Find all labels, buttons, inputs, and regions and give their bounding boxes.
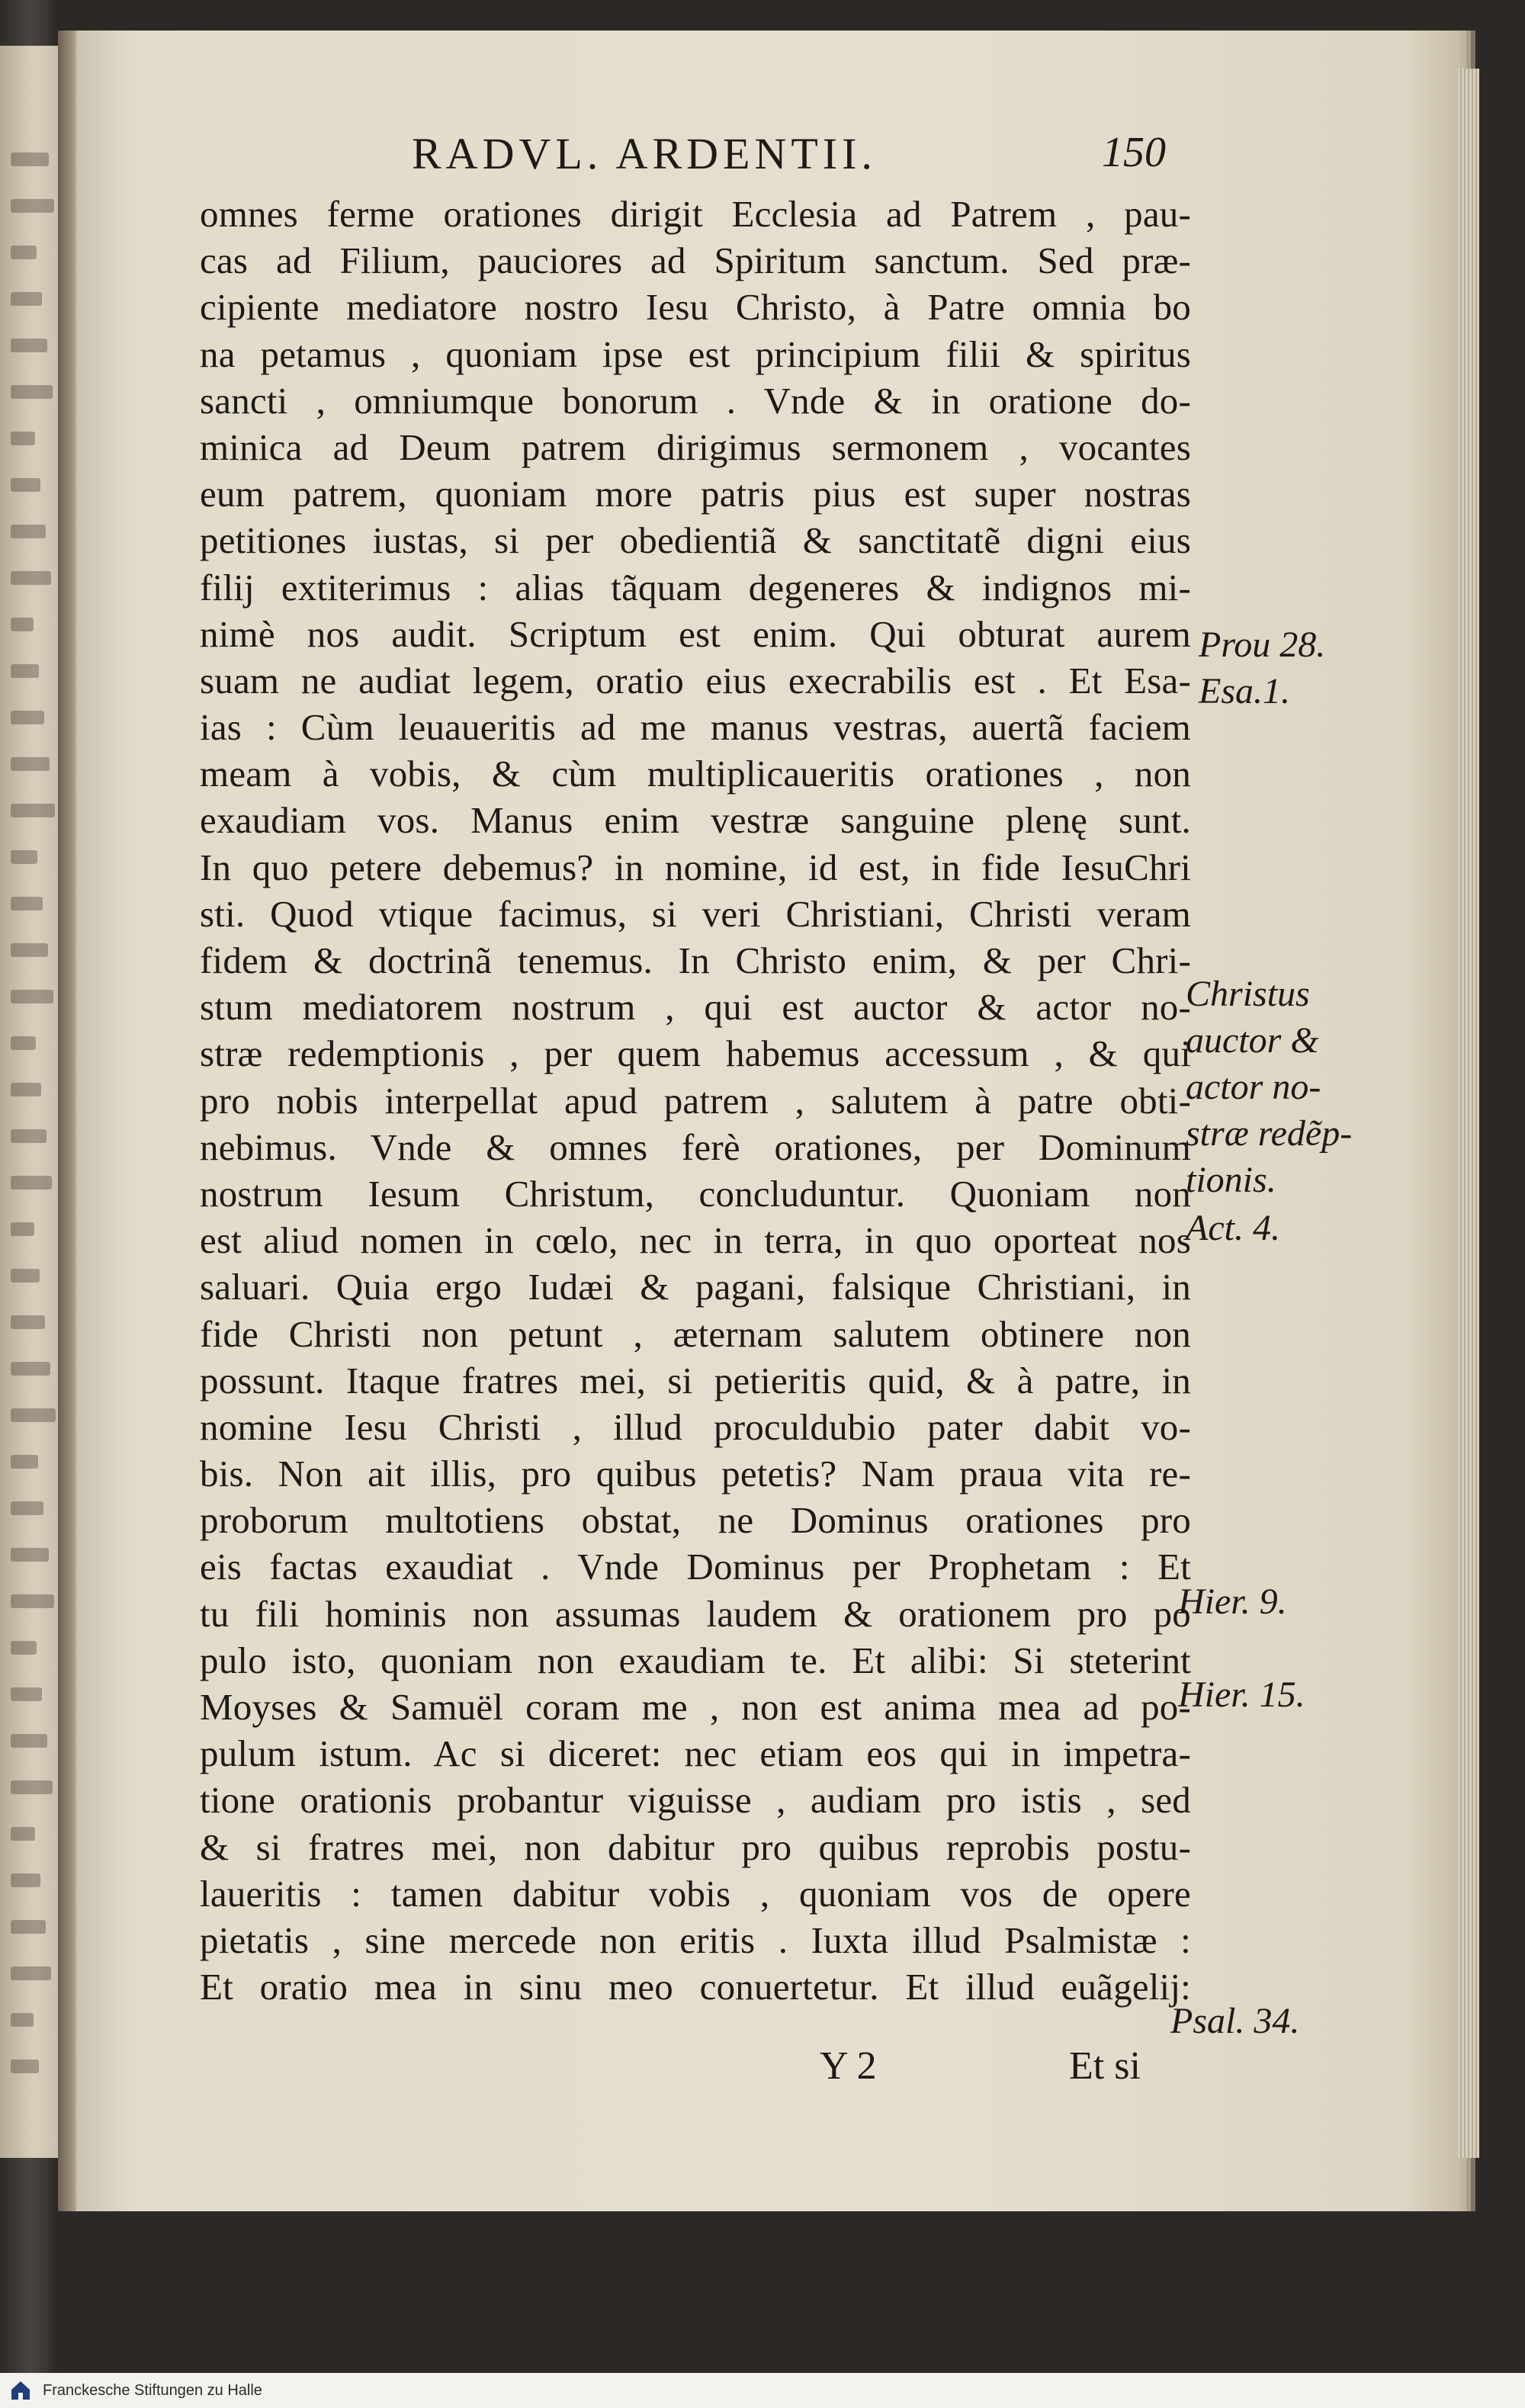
text-line: ias : Cùm leuaueritis ad me manus vestras, auertã faciem (200, 706, 1191, 749)
text-line: bis. Non ait illis, pro quibus petetis? Nam praua vita re- (200, 1453, 1191, 1495)
ghost-text-line (11, 1827, 35, 1841)
text-line: tu fili hominis non assumas laudem & orationem pro po (200, 1592, 1191, 1635)
text-line: tione orationis probantur viguisse , audiam pro istis , sed (200, 1779, 1191, 1822)
ghost-text-line (11, 1269, 40, 1283)
ghost-text-line (11, 1176, 52, 1190)
text-line: fidem & doctrinã tenemus. In Christo enim, & per Chri- (200, 939, 1191, 981)
text-line: stum mediatorem nostrum , qui est auctor & actor no- (200, 986, 1191, 1029)
ghost-text-line (11, 1920, 46, 1934)
ghost-text-line (11, 1967, 51, 1980)
ghost-text-line (11, 850, 37, 864)
page-number: 150 (1102, 129, 1166, 176)
ghost-text-line (11, 618, 34, 631)
page-block-edge (1458, 69, 1479, 2158)
ghost-text-line (11, 292, 42, 306)
text-line: In quo petere debemus? in nomine, id est, in fide IesuChri (200, 846, 1191, 888)
text-line: nomine Iesu Christi , illud proculdubio pater dabit vo- (200, 1405, 1191, 1448)
ghost-text-line (11, 339, 47, 352)
text-line: est aliud nomen in cœlo, nec in terra, in quo oporteat nos (200, 1219, 1191, 1262)
text-line: laueritis : tamen dabitur vobis , quoniam vos de opere (200, 1872, 1191, 1915)
ghost-text-line (11, 2060, 39, 2073)
text-line: stræ redemptionis , per quem habemus accessum , & qui (200, 1032, 1191, 1075)
ghost-text-line (11, 990, 53, 1003)
ghost-text-line (11, 1594, 54, 1608)
text-line: Et oratio mea in sinu meo conuertetur. Et illud euãgelij: (200, 1966, 1191, 2008)
ghost-text-line (11, 711, 44, 724)
ghost-text-line (11, 432, 35, 445)
text-line: nimè nos audit. Scriptum est enim. Qui obturat aurem (200, 612, 1191, 655)
ghost-text-line (11, 525, 46, 538)
ghost-text-line (11, 1873, 40, 1887)
ghost-text-line (11, 246, 37, 259)
foundation-logo-icon[interactable] (9, 2379, 32, 2402)
text-line: filij extiterimus : alias tãquam degeneres & indignos mi- (200, 566, 1191, 608)
ghost-text-line (11, 1548, 49, 1562)
body-text (200, 191, 1191, 2010)
ghost-text-line (11, 804, 55, 817)
text-line: cas ad Filium, pauciores ad Spiritum sanctum. Sed præ- (200, 239, 1191, 282)
catchword: Et si (1069, 2044, 1141, 2088)
margin-note-christus-2: auctor & (1186, 1020, 1319, 1061)
ghost-text-line (11, 478, 40, 492)
margin-note-act: Act. 4. (1186, 1208, 1280, 1248)
ghost-text-line (11, 897, 43, 910)
ghost-text-line (11, 757, 50, 771)
text-line: eis factas exaudiat . Vnde Dominus per Prophetam : Et (200, 1546, 1191, 1588)
footer-label[interactable]: Franckesche Stiftungen zu Halle (43, 2381, 262, 2399)
ghost-text-line (11, 571, 51, 585)
text-line: & si fratres mei, non dabitur pro quibus reprobis postu- (200, 1825, 1191, 1868)
text-line: nebimus. Vnde & omnes ferè orationes, per Dominum (200, 1125, 1191, 1168)
ghost-text-line (11, 1036, 36, 1050)
signature-mark: Y 2 (820, 2044, 877, 2088)
ghost-text-line (11, 385, 53, 399)
previous-page-edge (0, 46, 63, 2158)
ghost-text-line (11, 1408, 56, 1422)
footer-bar (0, 2373, 1525, 2408)
text-line: possunt. Itaque fratres mei, si petieritis quid, & à patre, in (200, 1359, 1191, 1401)
ghost-text-line (11, 2013, 34, 2027)
text-line: saluari. Quia ergo Iudæi & pagani, falsique Christiani, in (200, 1266, 1191, 1308)
text-line: pulo isto, quoniam non exaudiam te. Et alibi: Si steterint (200, 1639, 1191, 1681)
text-line: proborum multotiens obstat, ne Dominus orationes pro (200, 1499, 1191, 1542)
text-line: fide Christi non petunt , æternam salutem obtinere non (200, 1312, 1191, 1355)
text-line: Moyses & Samuël coram me , non est anima mea ad po- (200, 1686, 1191, 1728)
ghost-text-line (11, 1083, 41, 1096)
ghost-text-line (11, 1687, 42, 1701)
margin-note-hier-9: Hier. 9. (1178, 1581, 1287, 1622)
ghost-text-line (11, 943, 48, 957)
text-line: omnes ferme orationes dirigit Ecclesia ad Patrem , pau- (200, 193, 1191, 235)
ghost-text-line (11, 1315, 45, 1329)
ghost-text-line (11, 1455, 38, 1469)
margin-note-hier-15: Hier. 15. (1178, 1674, 1305, 1715)
ghost-text-line (11, 1129, 47, 1143)
text-line: petitiones iustas, si per obedientiã & sanctitatẽ digni eius (200, 519, 1191, 562)
text-line: cipiente mediatore nostro Iesu Christo, à Patre omnia bo (200, 286, 1191, 329)
text-line: sancti , omniumque bonorum . Vnde & in oratione do- (200, 379, 1191, 422)
text-line: meam à vobis, & cùm multiplicaueritis orationes , non (200, 753, 1191, 795)
margin-note-prou: Prou 28. (1199, 624, 1326, 665)
text-line: pietatis , sine mercede non eritis . Iuxta illud Psalmistæ : (200, 1918, 1191, 1961)
margin-note-christus-5: tionis. (1186, 1160, 1276, 1200)
ghost-text-line (11, 1780, 53, 1794)
text-line: na petamus , quoniam ipse est principium filii & spiritus (200, 332, 1191, 375)
ghost-text-line (11, 1734, 47, 1748)
ghost-text-line (11, 1362, 50, 1376)
running-head: RADVL. ARDENTII. (412, 129, 877, 178)
text-line: suam ne audiat legem, oratio eius execrabilis est . Et Esa- (200, 659, 1191, 702)
ghost-text-line (11, 153, 49, 166)
text-line: pro nobis interpellat apud patrem , salutem à patre obti- (200, 1079, 1191, 1122)
text-line: exaudiam vos. Manus enim vestræ sanguine plenę sunt. (200, 799, 1191, 842)
ghost-text-line (11, 1501, 43, 1515)
ghost-text-line (11, 664, 39, 678)
margin-note-christus-1: Christus (1186, 974, 1310, 1014)
text-line: sti. Quod vtique facimus, si veri Christiani, Christi veram (200, 892, 1191, 935)
margin-note-christus-4: stræ redẽp- (1186, 1113, 1353, 1154)
text-line: nostrum Iesum Christum, concluduntur. Quoniam non (200, 1172, 1191, 1215)
margin-note-esa: Esa.1. (1199, 671, 1290, 711)
ghost-text-line (11, 199, 54, 213)
text-line: minica ad Deum patrem dirigimus sermonem , vocantes (200, 425, 1191, 468)
text-line: eum patrem, quoniam more patris pius est super nostras (200, 473, 1191, 515)
ghost-text-line (11, 1222, 34, 1236)
text-line: pulum istum. Ac si diceret: nec etiam eos qui in impetra- (200, 1732, 1191, 1775)
margin-note-psal: Psal. 34. (1170, 2001, 1300, 2041)
ghost-text-line (11, 1641, 37, 1655)
margin-note-christus-3: actor no- (1186, 1067, 1321, 1107)
